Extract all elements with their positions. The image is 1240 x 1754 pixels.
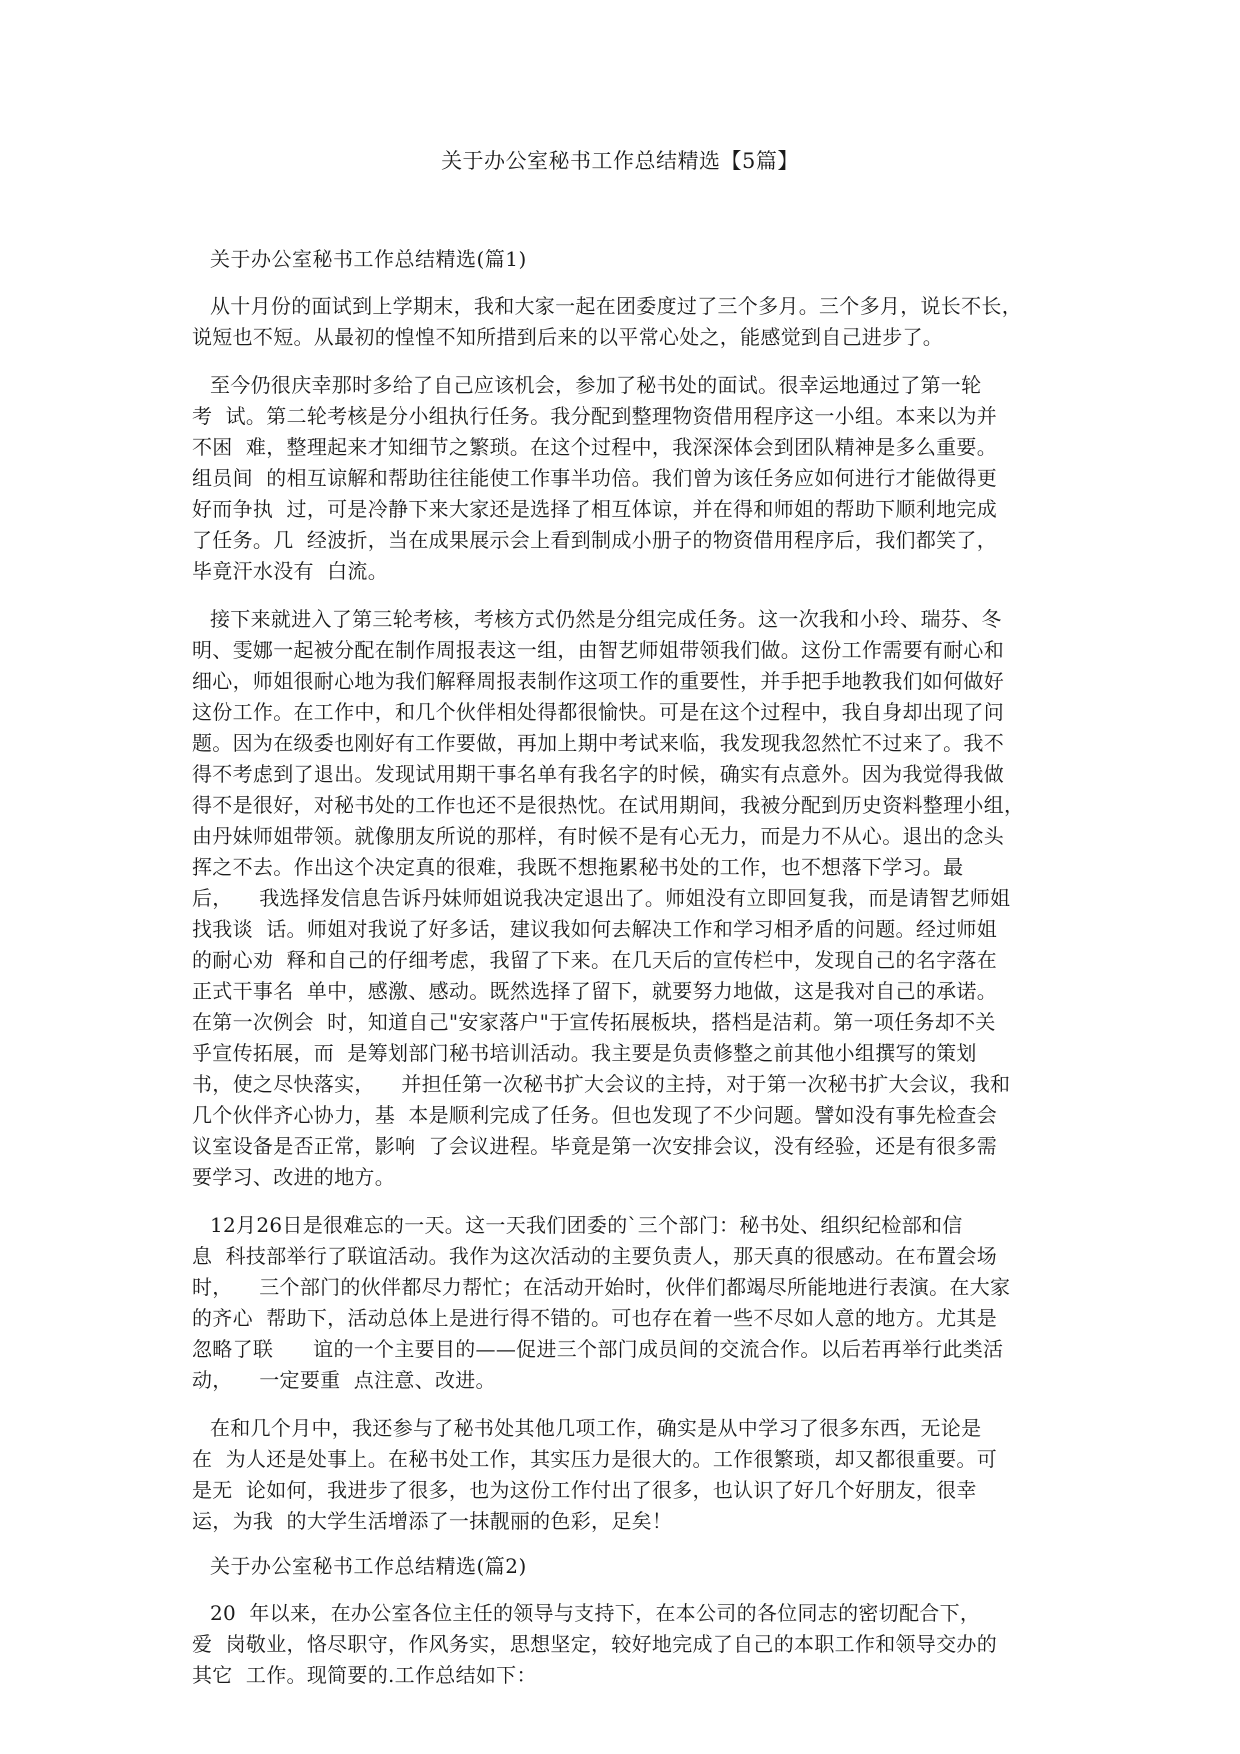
paragraph-line: 这份工作。在工作中，和几个伙伴相处得都很愉快。可是在这个过程中，我自身却出现了问	[192, 700, 1004, 724]
paragraph-line: 得不是很好，对秘书处的工作也还不是很热忱。在试用期间，我被分配到历史资料整理小组，	[192, 793, 1025, 817]
paragraph	[192, 370, 1058, 587]
paragraph-line: 在 为人还是处事上。在秘书处工作，其实压力是很大的。工作很繁琐，却又都很重要。可	[192, 1447, 998, 1471]
section-gap	[192, 1537, 1058, 1551]
paragraph-gap	[192, 274, 1058, 291]
paragraph-line: 组员间 的相互谅解和帮助往往能使工作事半功倍。我们曾为该任务应如何进行才能做得更	[192, 466, 998, 490]
paragraph-line: 20 年以来，在办公室各位主任的领导与支持下，在本公司的各位同志的密切配合下，	[210, 1601, 981, 1625]
paragraph-gap	[192, 587, 1058, 604]
paragraph-line: 动， 一定要重 点注意、改进。	[192, 1368, 496, 1392]
paragraph-line: 由丹妹师姐带领。就像朋友所说的那样，有时候不是有心无力，而是力不从心。退出的念头	[192, 824, 1004, 848]
paragraph-line: 爱 岗敬业，恪尽职守，作风务实，思想坚定，较好地完成了自己的本职工作和领导交办的	[192, 1632, 998, 1656]
paragraph-line: 是无 论如何，我进步了很多，也为这份工作付出了很多，也认识了好几个好朋友，很幸	[192, 1478, 977, 1502]
paragraph-line: 接下来就进入了第三轮考核，考核方式仍然是分组完成任务。这一次我和小玲、瑞芬、冬	[210, 607, 1002, 631]
paragraph-line: 至今仍很庆幸那时多给了自己应该机会，参加了秘书处的面试。很幸运地通过了第一轮	[210, 373, 982, 397]
paragraph-line: 细心，师姐很耐心地为我们解释周报表制作这项工作的重要性，并手把手地教我们如何做好	[192, 669, 1004, 693]
paragraph-line: 忽略了联 谊的一个主要目的——促进三个部门成员间的交流合作。以后若再举行此类活	[192, 1337, 1004, 1361]
document-title: 关于办公室秘书工作总结精选【5篇】	[441, 149, 799, 173]
paragraph-line: 不困 难，整理起来才知细节之繁琐。在这个过程中，我深深体会到团队精神是多么重要。	[192, 435, 998, 459]
paragraph-gap	[192, 353, 1058, 370]
paragraph-line: 书，使之尽快落实， 并担任第一次秘书扩大会议的主持，对于第一次秘书扩大会议，我和	[192, 1072, 1011, 1096]
paragraph-line: 在第一次例会 时，知道自己"安家落户"于宣传拓展板块，搭档是洁莉。第一项任务却不关	[192, 1010, 996, 1034]
paragraph-line: 息 科技部举行了联谊活动。我作为这次活动的主要负责人，那天真的很感动。在布置会场	[192, 1244, 998, 1268]
paragraph-line: 要学习、改进的地方。	[192, 1165, 395, 1189]
paragraph-line: 题。因为在级委也刚好有工作要做，再加上期中考试来临，我发现我忽然忙不过来了。我不	[192, 731, 1004, 755]
paragraph-line: 在和几个月中，我还参与了秘书处其他几项工作，确实是从中学习了很多东西，无论是	[210, 1416, 982, 1440]
paragraph-gap	[192, 1581, 1058, 1598]
paragraph-line: 时， 三个部门的伙伴都尽力帮忙；在活动开始时，伙伴们都竭尽所能地进行表演。在大家	[192, 1275, 1011, 1299]
paragraph-line: 的耐心劝 释和自己的仔细考虑，我留了下来。在几天后的宣传栏中，发现自己的名字落在	[192, 948, 998, 972]
paragraph-line: 明、雯娜一起被分配在制作周报表这一组，由智艺师姐带领我们做。这份工作需要有耐心和	[192, 638, 1004, 662]
paragraph-line: 乎宣传拓展，而 是筹划部门秘书培训活动。我主要是负责修整之前其他小组撰写的策划	[192, 1041, 977, 1065]
paragraph-gap	[192, 1396, 1058, 1413]
paragraph-line: 的齐心 帮助下，活动总体上是进行得不错的。可也存在着一些不尽如人意的地方。尤其是	[192, 1306, 998, 1330]
paragraph-line: 考 试。第二轮考核是分小组执行任务。我分配到整理物资借用程序这一小组。本来以为并	[192, 404, 998, 428]
paragraph	[192, 291, 1058, 353]
paragraph-line: 其它 工作。现简要的.工作总结如下：	[192, 1663, 537, 1687]
paragraph-line: 毕竟汗水没有 白流。	[192, 559, 389, 583]
paragraph	[192, 1413, 1058, 1537]
paragraph-line: 了任务。几 经波折，当在成果展示会上看到制成小册子的物资借用程序后，我们都笑了，	[192, 528, 998, 552]
paragraph-line: 后， 我选择发信息告诉丹妹师姐说我决定退出了。师姐没有立即回复我，而是请智艺师姐	[192, 886, 1011, 910]
paragraph	[192, 1598, 1058, 1691]
paragraph	[192, 604, 1058, 1193]
paragraph-line: 从十月份的面试到上学期末，我和大家一起在团委度过了三个多月。三个多月，说长不长，	[210, 294, 1022, 318]
paragraph-gap	[192, 1193, 1058, 1210]
section-heading: 关于办公室秘书工作总结精选(篇1)	[210, 247, 527, 271]
paragraph-line: 12月26日是很难忘的一天。这一天我们团委的`三个部门：秘书处、组织纪检部和信	[210, 1213, 963, 1237]
paragraph-line: 几个伙伴齐心协力，基 本是顺利完成了任务。但也发现了不少问题。譬如没有事先检查会	[192, 1103, 998, 1127]
paragraph-line: 找我谈 话。师姐对我说了好多话，建议我如何去解决工作和学习相矛盾的问题。经过师姐	[192, 917, 998, 941]
paragraph-line: 议室设备是否正常，影响 了会议进程。毕竟是第一次安排会议，没有经验，还是有很多需	[192, 1134, 998, 1158]
paragraph	[192, 1210, 1058, 1396]
section-heading: 关于办公室秘书工作总结精选(篇2)	[210, 1554, 527, 1578]
paragraph-line: 得不考虑到了退出。发现试用期干事名单有我名字的时候，确实有点意外。因为我觉得我做	[192, 762, 1004, 786]
paragraph-line: 挥之不去。作出这个决定真的很难，我既不想拖累秘书处的工作，也不想落下学习。最	[192, 855, 964, 879]
document-body	[192, 244, 1058, 1691]
paragraph-line: 好而争执 过，可是冷静下来大家还是选择了相互体谅，并在得和师姐的帮助下顺利地完成	[192, 497, 998, 521]
paragraph-line: 正式干事名 单中，感激、感动。既然选择了留下，就要努力地做，这是我对自己的承诺。	[192, 979, 998, 1003]
paragraph-line: 运，为我 的大学生活增添了一抹靓丽的色彩，足矣！	[192, 1509, 673, 1533]
paragraph-line: 说短也不短。从最初的惶惶不知所措到后来的以平常心处之，能感觉到自己进步了。	[192, 325, 944, 349]
